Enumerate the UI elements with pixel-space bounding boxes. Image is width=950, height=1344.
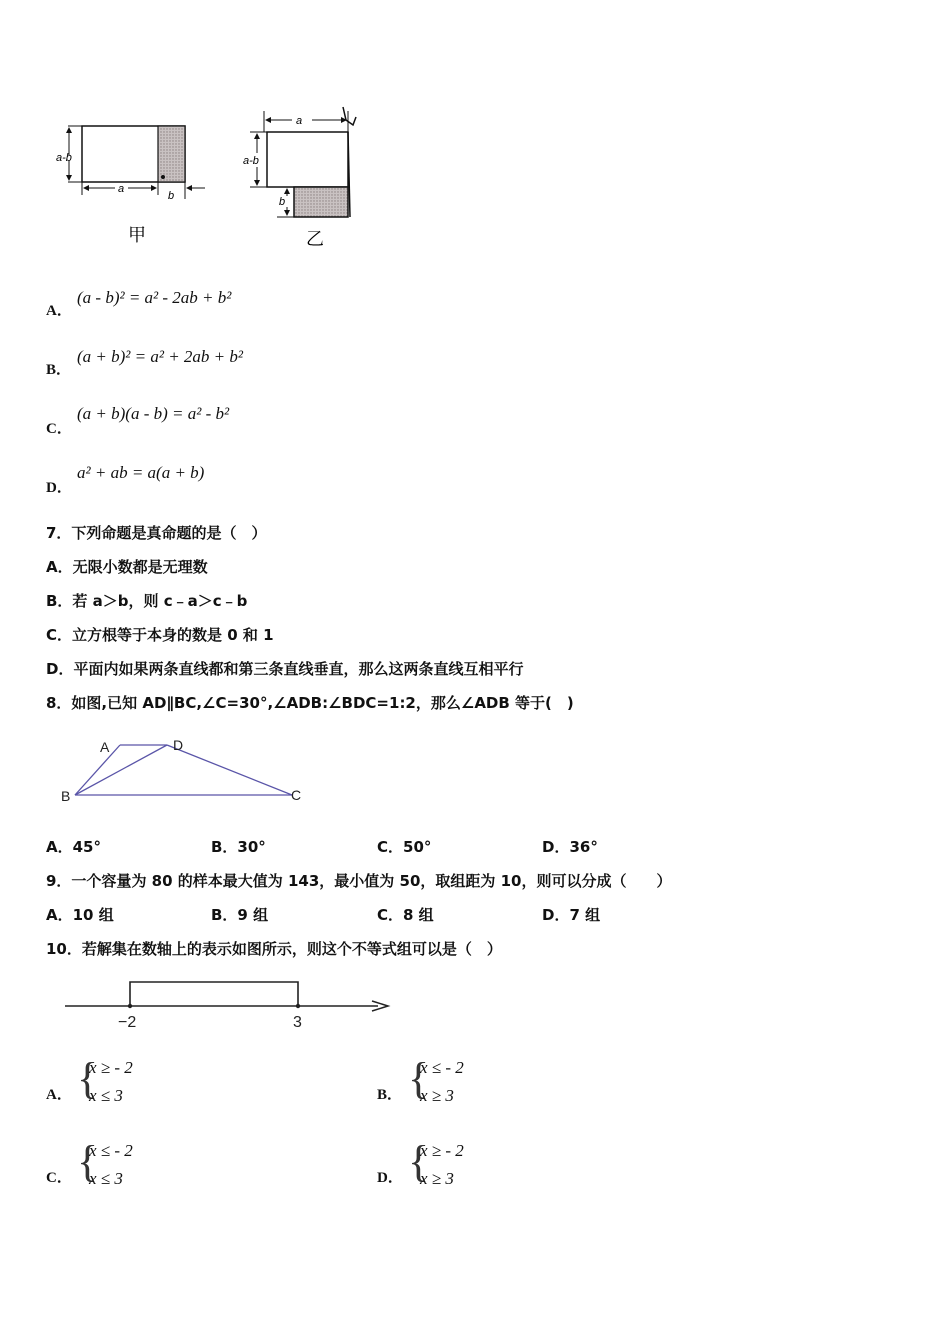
q6-option-c-formula: (a + b)(a - b) = a² - b²	[77, 404, 230, 423]
q9-stem: 9．一个容量为 80 的样本最大值为 143，最小值为 50，取组距为 10，则可以分成（ ）	[46, 872, 672, 890]
q8-stem: 8．如图,已知 AD∥BC,∠C=30°,∠ADB:∠BDC=1:2，那么∠ADB 等于( )	[46, 694, 574, 712]
label-jia: 甲	[128, 225, 146, 245]
q9-option-d: D．7 组	[542, 906, 601, 924]
q10-option-b-system	[420, 1054, 464, 1110]
q6-option-a-formula: (a - b)² = a² - 2ab + b²	[77, 288, 232, 307]
q10-option-c-system	[89, 1137, 133, 1193]
q8-point-d: D	[173, 737, 184, 753]
q6-option-c-label: C．	[46, 421, 72, 437]
q8-option-d: D．36°	[542, 838, 598, 856]
q10-option-a-line1: x ≥ - 2	[89, 1058, 133, 1077]
q7-option-b: B．若 a＞b，则 c﹣a＞c﹣b	[46, 592, 248, 610]
q9-option-a: A．10 组	[46, 906, 114, 924]
q10-option-b-line2: x ≥ 3	[420, 1086, 454, 1105]
q6-option-a-label: A．	[46, 303, 72, 319]
q6-option-d-formula: a² + ab = a(a + b)	[77, 463, 205, 482]
q7-stem: 7．下列命题是真命题的是（ ）	[46, 524, 267, 542]
q10-option-a-brace: {	[77, 1054, 99, 1103]
figure-jia	[56, 126, 205, 245]
q10-option-c-label: C．	[46, 1170, 72, 1186]
figure-yi	[243, 107, 356, 249]
jia-dim-a: a	[118, 183, 125, 195]
q10-option-a-system	[89, 1054, 133, 1110]
q10-option-a-label: A．	[46, 1087, 72, 1103]
q7-option-c: C．立方根等于本身的数是 0 和 1	[46, 626, 274, 644]
q10-option-c-line2: x ≤ 3	[89, 1169, 123, 1188]
q8-option-a: A．45°	[46, 838, 101, 856]
q10-option-a-line2: x ≤ 3	[89, 1086, 123, 1105]
yi-dim-a-minus-b: a-b	[243, 155, 259, 167]
axis-label-right: 3	[293, 1014, 302, 1031]
q9-option-c: C．8 组	[377, 906, 434, 924]
jia-dim-b: b	[168, 190, 175, 202]
q8-trapezoid-figure	[55, 730, 315, 810]
q10-stem: 10．若解集在数轴上的表示如图所示，则这个不等式组可以是（ ）	[46, 940, 502, 958]
yi-dim-b: b	[279, 196, 286, 208]
q8-point-a: A	[100, 739, 110, 755]
q10-option-c-brace: {	[77, 1137, 99, 1186]
q10-option-b-brace: {	[408, 1054, 430, 1103]
q6-option-d-label: D．	[46, 480, 72, 496]
q10-option-d-label: D．	[377, 1170, 403, 1186]
q8-point-b: B	[61, 788, 71, 804]
q10-option-d-line1: x ≥ - 2	[420, 1141, 464, 1160]
q10-option-c-line1: x ≤ - 2	[89, 1141, 133, 1160]
q8-option-c: C．50°	[377, 838, 432, 856]
q7-option-d: D．平面内如果两条直线都和第三条直线垂直，那么这两条直线互相平行	[46, 660, 524, 678]
q8-option-b: B．30°	[211, 838, 266, 856]
q9-option-b: B．9 组	[211, 906, 269, 924]
q10-option-d-system	[420, 1137, 464, 1193]
figure-jia-yi	[40, 95, 380, 260]
q8-point-c: C	[291, 787, 302, 803]
q6-option-b-formula: (a + b)² = a² + 2ab + b²	[77, 347, 243, 366]
q10-option-d-brace: {	[408, 1137, 430, 1186]
q10-option-d-line2: x ≥ 3	[420, 1169, 454, 1188]
yi-dim-a: a	[296, 115, 303, 127]
q10-number-line	[60, 975, 400, 1035]
q7-option-a: A．无限小数都是无理数	[46, 558, 208, 576]
q10-option-b-label: B．	[377, 1087, 403, 1103]
axis-label-left: −2	[118, 1014, 137, 1031]
q6-option-b-label: B．	[46, 362, 72, 378]
jia-dim-a-minus-b: a-b	[56, 152, 72, 164]
label-yi: 乙	[306, 229, 324, 249]
q10-option-b-line1: x ≤ - 2	[420, 1058, 464, 1077]
